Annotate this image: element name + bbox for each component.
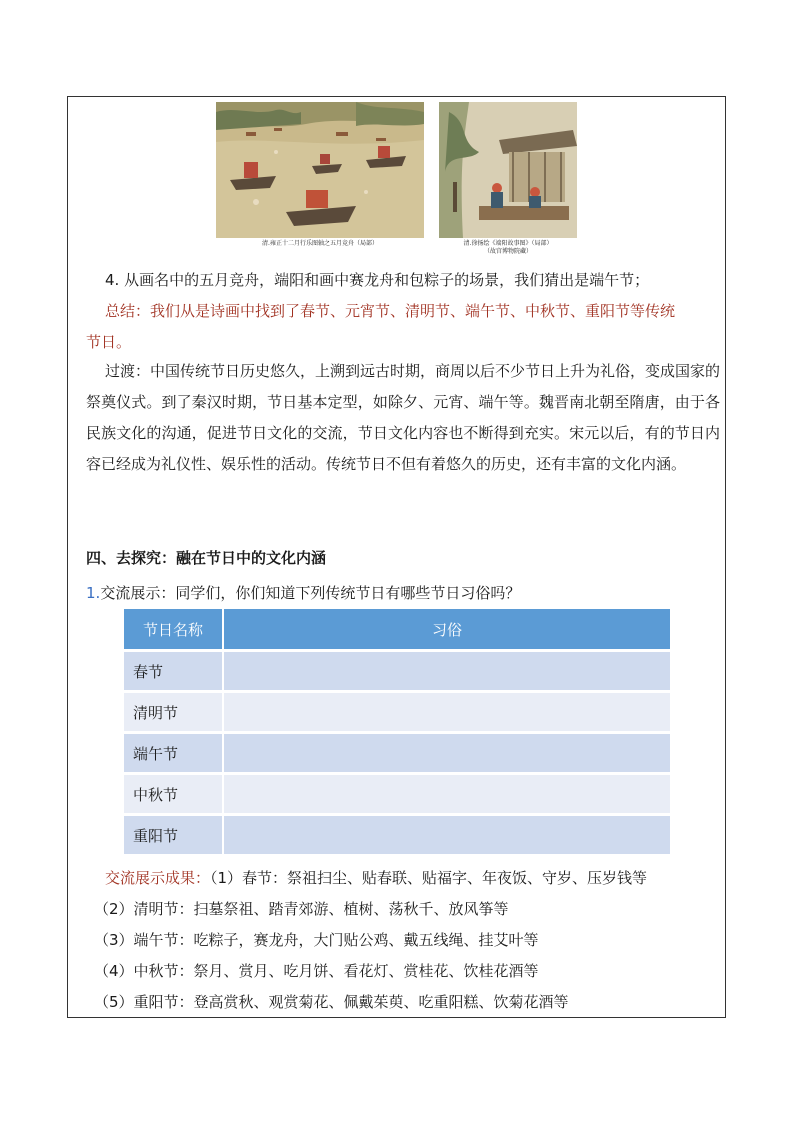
result-item-2: （2）清明节：扫墓祭祖、踏青郊游、植树、荡秋千、放风筝等 <box>94 900 509 918</box>
customs-table <box>124 606 670 857</box>
summary-line-1 <box>105 301 675 321</box>
table-header-row <box>124 609 670 649</box>
table-row <box>124 775 670 813</box>
customs-cell[interactable] <box>224 775 670 813</box>
customs-cell[interactable] <box>224 816 670 854</box>
results-label: 交流展示成果： <box>105 869 211 887</box>
festival-cell: 中秋节 <box>124 775 224 813</box>
question-text: 交流展示：同学们，你们知道下列传统节日有哪些节日习俗吗？ <box>100 584 521 602</box>
result-item-3: （3）端午节：吃粽子，赛龙舟，大门贴公鸡、戴五线绳、挂艾叶等 <box>94 931 539 949</box>
painting-dragon-boat-race <box>216 102 424 260</box>
customs-cell[interactable] <box>224 652 670 690</box>
summary-line-2: 节日。 <box>86 333 132 351</box>
painting-caption-2-line1: 清.徐扬绘《端阳故事图》（局部） <box>463 240 553 247</box>
painting-image-2 <box>439 102 577 238</box>
exchange-question <box>86 582 520 603</box>
festival-cell: 端午节 <box>124 734 224 772</box>
header-customs: 习俗 <box>224 609 670 649</box>
table-row <box>124 652 670 690</box>
header-festival-name: 节日名称 <box>124 609 224 649</box>
customs-cell[interactable] <box>224 693 670 731</box>
customs-cell[interactable] <box>224 734 670 772</box>
painting-caption-2-line2: （故宫博物院藏） <box>483 248 532 255</box>
item-4-text: 4. 从画名中的五月竞舟，端阳和画中赛龙舟和包粽子的场景，我们猜出是端午节； <box>105 271 650 289</box>
section-heading: 四、去探究：融在节日中的文化内涵 <box>86 549 327 567</box>
summary-label: 总结： <box>105 302 151 320</box>
result-item-5: （5）重阳节：登高赏秋、观赏菊花、佩戴茱萸、吃重阳糕、饮菊花酒等 <box>94 993 569 1011</box>
result-item-1: （1）春节：祭祖扫尘、贴春联、贴福字、年夜饭、守岁、压岁钱等 <box>210 869 648 887</box>
table-row <box>124 734 670 772</box>
painting-image-1 <box>216 102 424 238</box>
festival-cell: 重阳节 <box>124 816 224 854</box>
painting-caption-1: 清.雍正十二月行乐图轴之五月竞舟（局部） <box>262 240 378 247</box>
result-item-4: （4）中秋节：祭月、赏月、吃月饼、看花灯、赏桂花、饮桂花酒等 <box>94 962 539 980</box>
result-line-1 <box>105 867 647 888</box>
question-number: 1. <box>86 584 101 602</box>
festival-cell: 春节 <box>124 652 224 690</box>
table-row <box>124 816 670 854</box>
painting-duanyang-story <box>439 102 577 260</box>
table-row <box>124 693 670 731</box>
painting-caption-2 <box>439 240 577 256</box>
transition-paragraph: 过渡：中国传统节日历史悠久，上溯到远古时期，商周以后不少节日上升为礼俗，变成国家的祭奠仪式。到了秦汉时期，节日基本定型，如除夕、元宵、端午等。魏晋南北朝至隋唐，由于各民族文化的沟通，促进节日文化的交流，节日文化内容也不断得到充实。宋元以后，有的节日内容已经成为礼仪性、娱乐性的活动。传统节日不但有着悠久的历史，还有丰富的文化内涵。 <box>86 362 721 473</box>
summary-text-1: 我们从是诗画中找到了春节、元宵节、清明节、端午节、中秋节、重阳节等传统 <box>150 302 676 320</box>
festival-cell: 清明节 <box>124 693 224 731</box>
